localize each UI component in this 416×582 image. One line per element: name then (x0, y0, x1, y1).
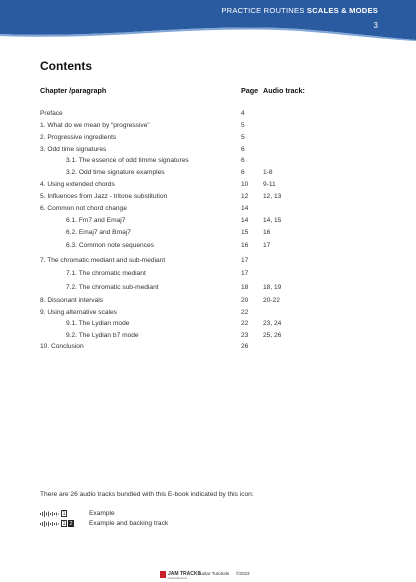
footer-copyright: ©2023 (236, 571, 250, 576)
waveform-icon (40, 521, 60, 527)
audio-footnote: There are 26 audio tracks bundled with this E-book indicated by this icon: (40, 491, 254, 498)
toc-entry-title: 8. Dissonant intervals (40, 297, 104, 304)
toc-entry-audio: 9-11 (263, 181, 276, 188)
footer-brand: JAM TRACKS (168, 571, 201, 577)
toc-entry-page: 4 (241, 110, 245, 117)
toc-entry-title: 6.3. Common note sequences (66, 242, 154, 249)
toc-entry-audio: 17 (263, 242, 271, 249)
toc-entry-page: 20 (241, 297, 249, 304)
footer-brand-sub: tracks/lessons (168, 576, 188, 580)
contents-heading: Contents (40, 59, 92, 73)
toc-row (0, 297, 416, 307)
toc-row (0, 146, 416, 156)
legend-label: Example and backing track (89, 520, 169, 527)
toc-entry-page: 26 (241, 343, 249, 350)
toc-entry-title: 7. The chromatic mediant and sub-mediant (40, 257, 166, 264)
toc-entry-page: 16 (241, 242, 249, 249)
toc-entry-title: 2. Progressive ingredients (40, 134, 117, 141)
toc-row (0, 309, 416, 319)
footer-tagline: Guitar Tutorials (198, 571, 230, 576)
legend-example (40, 510, 240, 520)
legend-label: Example (89, 510, 115, 517)
jamtracks-logo-icon (160, 571, 166, 578)
toc-entry-audio: 14, 15 (263, 217, 282, 224)
toc-row (0, 257, 416, 267)
toc-entry-title: 9.1. The Lydian mode (66, 320, 130, 327)
toc-entry-page: 17 (241, 270, 249, 277)
toc-entry-page: 6 (241, 169, 245, 176)
toc-entry-title: 7.2. The chromatic sub-mediant (66, 284, 159, 291)
track-box-icon: 1 (62, 511, 66, 517)
toc-entry-page: 22 (241, 309, 249, 316)
page-header (0, 0, 416, 44)
toc-row (0, 122, 416, 132)
toc-row (0, 343, 416, 353)
section-title: PRACTICE ROUTINES SCALES & MODES (221, 6, 378, 15)
toc-entry-title: 5. Influences from Jazz - tritone substitution (40, 193, 168, 200)
toc-row (0, 242, 416, 252)
toc-entry-audio: 12, 13 (263, 193, 282, 200)
toc-entry-title: 4. Using extended chords (40, 181, 115, 188)
toc-entry-title: 6.2. Emaj7 and Bmaj7 (66, 229, 131, 236)
audio-column-header: Audio track: (263, 86, 305, 95)
toc-row (0, 229, 416, 239)
toc-entry-page: 18 (241, 284, 249, 291)
toc-entry-audio: 20-22 (263, 297, 280, 304)
toc-entry-audio: 25, 26 (263, 332, 282, 339)
toc-entry-title: 6. Common not chord change (40, 205, 127, 212)
toc-entry-title: 3.2. Odd time signature examples (66, 169, 165, 176)
page-number: 3 (373, 21, 378, 30)
legend-example-backing (40, 520, 240, 530)
toc-row (0, 320, 416, 330)
toc-row (0, 284, 416, 294)
toc-entry-title: 9. Using alternative scales (40, 309, 117, 316)
waveform-icon (40, 511, 60, 517)
toc-entry-page: 22 (241, 320, 249, 327)
toc-entry-title: 6.1. Fm7 and Emaj7 (66, 217, 126, 224)
page-column-header: Page (241, 86, 259, 95)
toc-row (0, 169, 416, 179)
chapter-column-header: Chapter /paragraph (40, 86, 107, 95)
toc-entry-page: 6 (241, 157, 245, 164)
toc-entry-title: 7.1. The chromatic mediant (66, 270, 146, 277)
toc-entry-page: 6 (241, 146, 245, 153)
toc-entry-audio: 1-8 (263, 169, 273, 176)
toc-entry-title: 10. Conclusion (40, 343, 84, 350)
toc-entry-page: 5 (241, 122, 245, 129)
toc-entry-page: 17 (241, 257, 249, 264)
toc-entry-page: 23 (241, 332, 249, 339)
toc-entry-title: 3.1. The essence of odd timme signatures (66, 157, 189, 164)
toc-row (0, 270, 416, 280)
toc-row (0, 181, 416, 191)
track-box-icon: 1 (62, 521, 66, 527)
toc-entry-audio: 18, 19 (263, 284, 282, 291)
toc-entry-title: Preface (40, 110, 63, 117)
toc-entry-title: 1. What do we mean by “progressive” (40, 122, 150, 129)
toc-row (0, 134, 416, 144)
toc-entry-page: 5 (241, 134, 245, 141)
toc-row (0, 205, 416, 215)
toc-entry-page: 12 (241, 193, 249, 200)
toc-entry-page: 14 (241, 205, 249, 212)
toc-entry-title: 9.2. The Lydian b7 mode (66, 332, 139, 339)
toc-entry-audio: 16 (263, 229, 271, 236)
toc-entry-audio: 23, 24 (263, 320, 282, 327)
toc-entry-title: 3. Odd time signatures (40, 146, 107, 153)
toc-row (0, 217, 416, 227)
backing-track-box-icon: 2 (69, 521, 73, 527)
toc-entry-page: 15 (241, 229, 249, 236)
toc-entry-page: 14 (241, 217, 249, 224)
toc-row (0, 193, 416, 203)
toc-row (0, 110, 416, 120)
toc-row (0, 157, 416, 167)
toc-entry-page: 10 (241, 181, 249, 188)
toc-row (0, 332, 416, 342)
